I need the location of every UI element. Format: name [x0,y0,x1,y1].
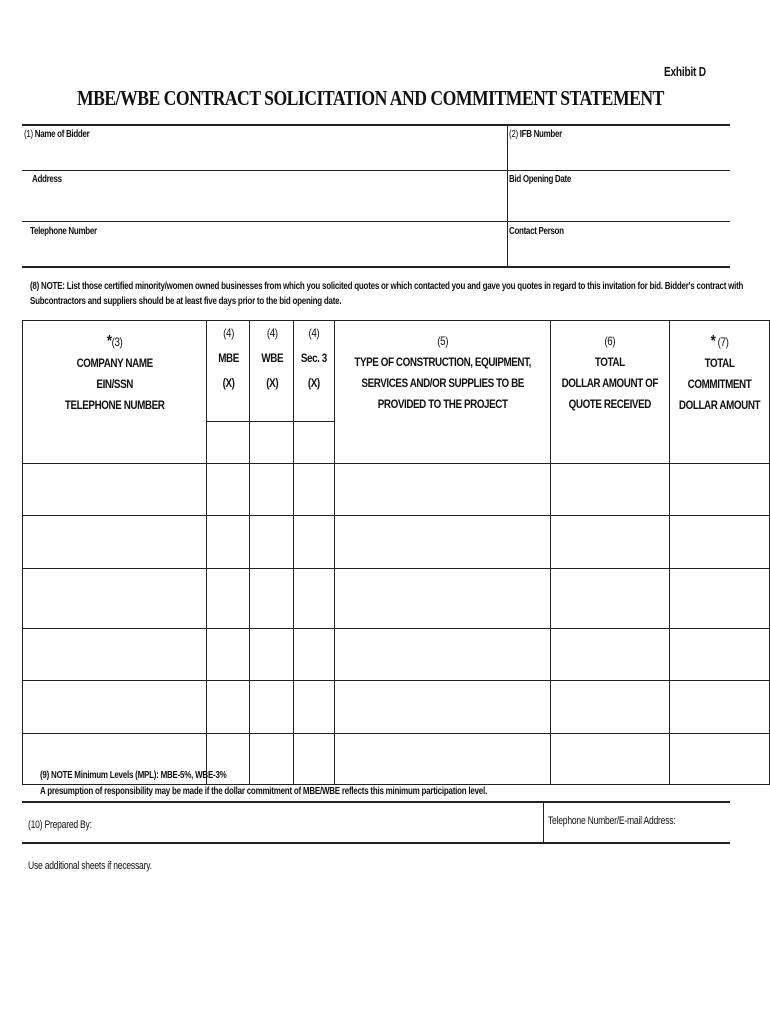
table-cell[interactable] [250,629,294,681]
divider [22,170,730,171]
bidder-name-field[interactable] [24,129,89,140]
table-row [23,569,770,629]
table-cell[interactable] [23,629,207,681]
table-cell[interactable] [294,681,335,734]
col-label: TOTAL [595,355,626,369]
bid-opening-label: Bid Opening Date [509,174,571,185]
table-cell[interactable] [206,569,249,629]
bid-opening-date-field[interactable] [509,174,571,185]
asterisk-icon: * [106,333,112,350]
note-8 [30,279,743,309]
col-label: EIN/SSN [96,377,133,391]
table-cell[interactable] [551,681,670,734]
table-cell[interactable] [294,569,335,629]
table-cell[interactable] [206,516,249,569]
col-num: (3) [111,335,123,349]
table-cell[interactable] [335,629,551,681]
col-label: PROVIDED TO THE PROJECT [377,397,508,411]
col-label: (X) [265,376,278,390]
table-cell[interactable] [206,681,249,734]
table-cell[interactable] [551,734,670,785]
col-label: DOLLAR AMOUNT [678,398,761,412]
col-label: TELEPHONE NUMBER [64,398,165,412]
table-cell[interactable] [669,516,769,569]
col-label: COMPANY NAME [76,356,153,370]
table-row [23,629,770,681]
col-num: (5) [437,334,449,348]
ifb-number-label: IFB Number [519,129,562,140]
table-cell[interactable] [335,681,551,734]
contact-person-label: Contact Person [509,226,564,237]
col-label: WBE [260,351,283,365]
table-cell[interactable] [206,464,249,516]
col-num: (7) [717,335,729,349]
table-cell[interactable] [669,734,769,785]
divider [507,125,508,266]
note-9-line-2: A presumption of responsibility may be made if the dollar commitment of MBE/WBE reflects this minimum participation level. [40,786,487,797]
additional-sheets-note: Use additional sheets if necessary. [28,860,152,872]
header-company [23,321,207,464]
table-cell[interactable] [23,464,207,516]
note-8-line-2: Subcontractors and suppliers should be at least five days prior to the bid opening date. [30,296,342,307]
table-cell[interactable] [206,629,249,681]
field-number: (1) [24,129,33,140]
table-cell[interactable] [669,681,769,734]
header-quote [551,321,670,464]
table-row [23,516,770,569]
header-sec3 [294,321,335,422]
exhibit-label: Exhibit D [664,64,706,79]
col-label: (X) [308,376,321,390]
table-header-row [23,321,770,422]
col-label: DOLLAR AMOUNT OF [561,376,659,390]
solicitation-table [22,320,770,785]
col-label: Sec. 3 [301,351,328,365]
table-cell[interactable] [250,464,294,516]
col-label: (X) [222,376,235,390]
ifb-number-field[interactable] [509,129,562,140]
col-label: SERVICES AND/OR SUPPLIES TO BE [361,376,524,390]
table-cell[interactable] [335,464,551,516]
divider [22,124,730,126]
note-9-line-1: (9) NOTE Minimum Levels (MPL): MBE-5%, WBE-3% [40,770,227,781]
table-cell[interactable] [294,464,335,516]
table-cell[interactable] [551,629,670,681]
table-cell[interactable] [551,569,670,629]
divider [22,221,730,222]
table-cell[interactable] [669,629,769,681]
address-field[interactable] [32,174,62,185]
form-title: MBE/WBE CONTRACT SOLICITATION AND COMMITMENT STATEMENT [77,86,664,110]
divider [22,266,730,268]
wbe-sub-cell [250,422,294,464]
mbe-sub-cell [206,422,249,464]
col-label: MBE [217,351,239,365]
field-number: (2) [509,129,518,140]
col-label: QUOTE RECEIVED [568,397,652,411]
bidder-name-label: Name of Bidder [34,129,90,140]
sec3-sub-cell [294,422,335,464]
address-label: Address [32,174,62,185]
header-type [335,321,551,464]
telephone-email-label: Telephone Number/E-mail Address: [548,815,676,827]
header-mbe [206,321,249,422]
table-row [23,464,770,516]
asterisk-icon: * [710,333,716,350]
divider [543,801,544,844]
note-8-line-1: (8) NOTE: List those certified minority/women owned businesses from which you solicited quotes or which contacted you and gave you quotes in regard to this invitation for bid. Bidder's contract with [30,281,744,292]
table-cell[interactable] [294,516,335,569]
table-cell[interactable] [551,464,670,516]
col-num: (4) [222,326,234,340]
table-cell[interactable] [335,569,551,629]
table-cell[interactable] [551,516,670,569]
col-num: (6) [604,334,616,348]
table-cell[interactable] [23,516,207,569]
prepared-by-label: (10) Prepared By: [28,819,92,831]
table-cell[interactable] [250,569,294,629]
table-cell[interactable] [23,681,207,734]
col-label: TYPE OF CONSTRUCTION, EQUIPMENT, [354,355,531,369]
table-cell[interactable] [669,464,769,516]
table-cell[interactable] [294,629,335,681]
col-label: TOTAL [704,356,735,370]
table-cell[interactable] [250,681,294,734]
col-num: (4) [266,326,278,340]
note-9 [40,768,487,800]
table-row [23,681,770,734]
header-commitment [669,321,769,464]
contact-person-field[interactable] [509,226,564,237]
table-cell[interactable] [250,516,294,569]
telephone-label: Telephone Number [30,226,97,237]
telephone-field[interactable] [30,226,97,237]
table-cell[interactable] [335,516,551,569]
table-cell[interactable] [23,569,207,629]
col-label: COMMITMENT [687,377,752,391]
col-num: (4) [308,326,320,340]
header-wbe [250,321,294,422]
table-cell[interactable] [669,569,769,629]
